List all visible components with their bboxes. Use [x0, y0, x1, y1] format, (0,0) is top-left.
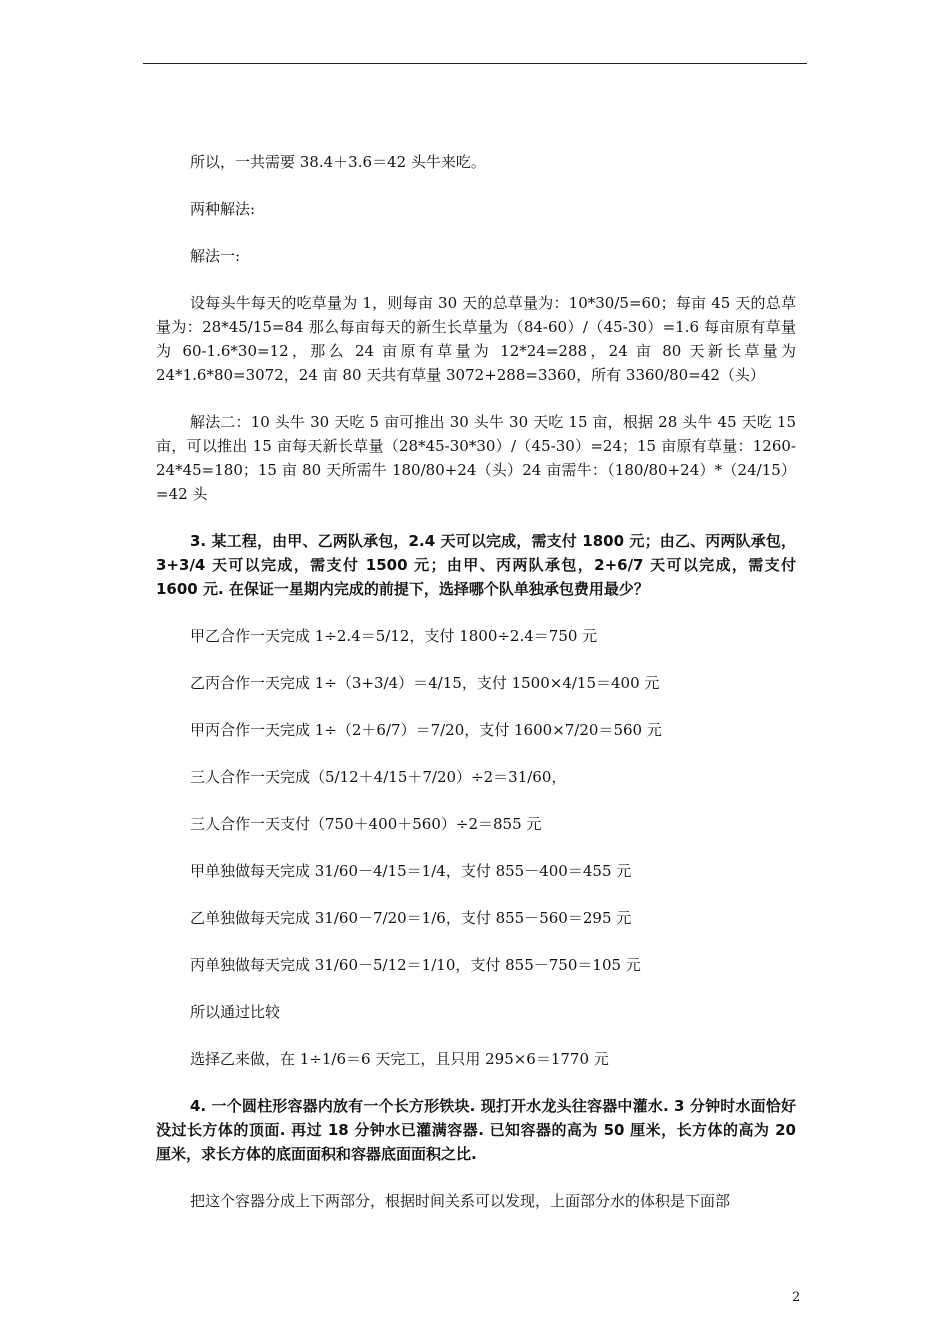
header-rule — [143, 63, 807, 64]
paragraph: 设每头牛每天的吃草量为 1，则每亩 30 天的总草量为：10*30/5=60；每亩 45 天的总草量为：28*45/15=84 那么每亩每天的新生长草量为（84-60）/（45-30）=1.6 每亩原有草量为 60-1.6*30=12，那么 24 亩原有草量为 12*24=288，24 亩 80 天新长草量为 24*1.6*80=3072，24 亩 80 天共有草量 3072+288=3360，所有 3360/80=42（头） — [156, 294, 796, 384]
solution-line: 甲乙合作一天完成 1÷2.4＝5/12，支付 1800÷2.4＝750 元 — [190, 627, 598, 645]
paragraph: 把这个容器分成上下两部分，根据时间关系可以发现，上面部分水的体积是下面部 — [190, 1192, 731, 1210]
solution-line: 乙丙合作一天完成 1÷（3+3/4）＝4/15，支付 1500×4/15＝400 元 — [190, 674, 660, 692]
page-number: 2 — [792, 1290, 801, 1305]
solution-line: 甲单独做每天完成 31/60－4/15＝1/4，支付 855－400＝455 元 — [190, 862, 632, 880]
question-4: 4. 一个圆柱形容器内放有一个长方形铁块. 现打开水龙头往容器中灌水. 3 分钟时水面恰好没过长方体的顶面. 再过 18 分钟水已灌满容器. 已知容器的高为 50 厘米，长方体的高为 20 厘米，求长方体的底面面积和容器底面面积之比. — [156, 1097, 796, 1163]
solution-line: 乙单独做每天完成 31/60－7/20＝1/6，支付 855－560＝295 元 — [190, 909, 632, 927]
paragraph: 解法二：10 头牛 30 天吃 5 亩可推出 30 头牛 30 天吃 15 亩，根据 28 头牛 45 天吃 15 亩，可以推出 15 亩每天新长草量（28*45-30*30）/（45-30）=24；15 亩原有草量：1260-24*45=180；15 亩 80 天所需牛 180/80+24（头）24 亩需牛：（180/80+24）*（24/15）=42 头 — [156, 413, 796, 503]
page-content — [156, 150, 796, 1236]
solution-line: 丙单独做每天完成 31/60－5/12＝1/10，支付 855－750＝105 元 — [190, 956, 641, 974]
solution-line: 所以通过比较 — [190, 1003, 281, 1021]
paragraph: 两种解法: — [190, 200, 256, 218]
paragraph: 解法一: — [190, 247, 241, 265]
solution-line: 甲丙合作一天完成 1÷（2＋6/7）＝7/20，支付 1600×7/20＝560 元 — [190, 721, 662, 739]
paragraph: 所以，一共需要 38.4＋3.6＝42 头牛来吃。 — [190, 153, 486, 171]
solution-line: 选择乙来做，在 1÷1/6＝6 天完工，且只用 295×6＝1770 元 — [190, 1050, 609, 1068]
solution-line: 三人合作一天支付（750＋400＋560）÷2＝855 元 — [190, 815, 542, 833]
solution-line: 三人合作一天完成（5/12＋4/15＋7/20）÷2＝31/60， — [190, 768, 567, 786]
question-3: 3. 某工程，由甲、乙两队承包，2.4 天可以完成，需支付 1800 元；由乙、丙两队承包，3+3/4 天可以完成，需支付 1500 元；由甲、丙两队承包，2+6/7 天可以完成，需支付 1600 元. 在保证一星期内完成的前提下，选择哪个队单独承包费用最少？ — [156, 532, 796, 598]
